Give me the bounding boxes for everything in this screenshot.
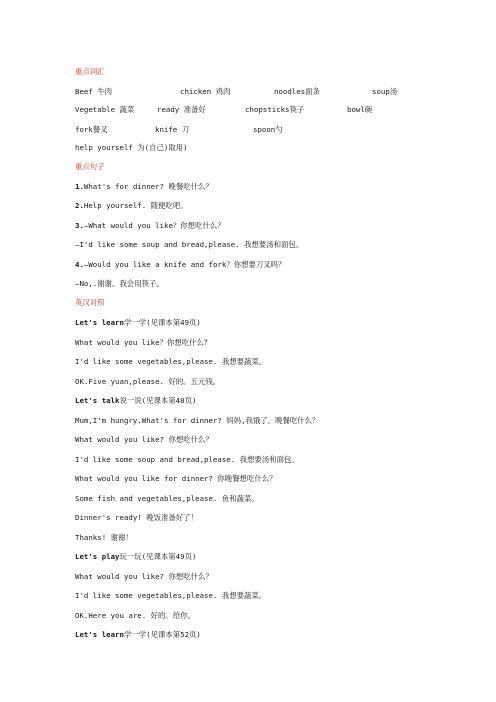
sentence-line xyxy=(75,260,285,269)
vocab-item: bowl碗 xyxy=(347,105,373,114)
vocab-item: Beef 牛肉 xyxy=(75,87,113,96)
block-title: Let's play xyxy=(75,552,120,561)
block-title-cn: 学一学(见课本第49页) xyxy=(123,318,201,327)
vocab-item: spoon勺 xyxy=(253,125,283,134)
vocab-item: Vegetable 蔬菜 xyxy=(75,105,135,114)
dialogue-line: OK.Here you are. 好的。给你。 xyxy=(75,611,195,620)
dialogue-line: What would you like for dinner? 你晚餐想吃什么？ xyxy=(75,474,277,483)
section-heading-translation: 英汉对照 xyxy=(75,298,105,307)
dialogue-line: What would you like? 你想吃什么？ xyxy=(75,572,213,581)
dialogue-line: OK.Five yuan,please. 好的。五元钱。 xyxy=(75,377,221,386)
section-heading-vocab: 重点词汇 xyxy=(75,67,105,76)
vocab-row xyxy=(75,125,495,134)
sentence-line xyxy=(75,221,225,230)
vocab-extra: help yourself 为(自己)取用) xyxy=(75,143,188,152)
block-heading xyxy=(75,630,201,639)
vocab-item: fork餐叉 xyxy=(75,125,108,134)
sentence-text: —I'd like some soup and bread,please. 我想要汤和面包。 xyxy=(75,240,304,249)
dialogue-line: Thanks! 谢谢！ xyxy=(75,533,133,542)
block-title: Let's learn xyxy=(75,630,124,639)
sentence-line xyxy=(75,240,303,249)
vocab-item: chicken 鸡肉 xyxy=(180,87,231,96)
block-title-cn: 说一说(见课本第48页) xyxy=(119,396,197,405)
block-title-cn: 玩一玩(见课本第49页) xyxy=(119,552,197,561)
vocab-row xyxy=(75,87,495,96)
sentence-text: Help yourself. 随便吃吧。 xyxy=(83,201,188,210)
dialogue-line: What would you like？你想吃什么？ xyxy=(75,338,212,347)
dialogue-line: Some fish and vegetables,please. 鱼和蔬菜。 xyxy=(75,494,259,503)
vocab-item: noodles面条 xyxy=(274,87,320,96)
vocab-item: ready 准备好 xyxy=(157,105,206,114)
dialogue-line: Dinner's ready! 晚饭准备好了！ xyxy=(75,513,198,522)
vocab-item: knife 刀 xyxy=(155,125,190,134)
section-heading-sentences: 重点句子 xyxy=(75,162,105,171)
sentence-line xyxy=(75,182,213,191)
block-heading xyxy=(75,552,196,561)
block-title: Let's learn xyxy=(75,318,124,327)
sentence-number: 4. xyxy=(75,260,84,269)
sentence-number: 2. xyxy=(75,201,84,210)
block-title-cn: 学一学(见课本第52页) xyxy=(123,630,201,639)
sentence-number: 1. xyxy=(75,182,84,191)
dialogue-line: What would you like? 你想吃什么？ xyxy=(75,435,213,444)
block-heading xyxy=(75,318,201,327)
block-title: Let's talk xyxy=(75,396,120,405)
sentence-number: 3. xyxy=(75,221,84,230)
dialogue-line: I'd like some soup and bread,please. 我想要汤和面包。 xyxy=(75,455,299,464)
dialogue-line: I'd like some vegetables,please. 我想要蔬菜。 xyxy=(75,591,267,600)
dialogue-line: Mum,I'm hungry.What's for dinner? 妈妈,我饿了。晚餐吃什么？ xyxy=(75,416,320,425)
sentence-line xyxy=(75,279,164,288)
vocab-row xyxy=(75,105,495,114)
vocab-item: chopsticks筷子 xyxy=(245,105,305,114)
block-heading xyxy=(75,396,196,405)
sentence-text: —Would you like a knife and fork？你想要刀叉吗？ xyxy=(83,260,286,269)
sentence-text: What's for dinner? 晚餐吃什么？ xyxy=(83,182,213,191)
sentence-text: —What would you like？你想吃什么？ xyxy=(83,221,225,230)
vocab-item: soup汤 xyxy=(372,87,398,96)
sentence-line xyxy=(75,201,188,210)
sentence-text: —No,.谢谢。我会用筷子。 xyxy=(75,279,164,288)
dialogue-line: I'd like some vegetables,please. 我想要蔬菜。 xyxy=(75,357,267,366)
